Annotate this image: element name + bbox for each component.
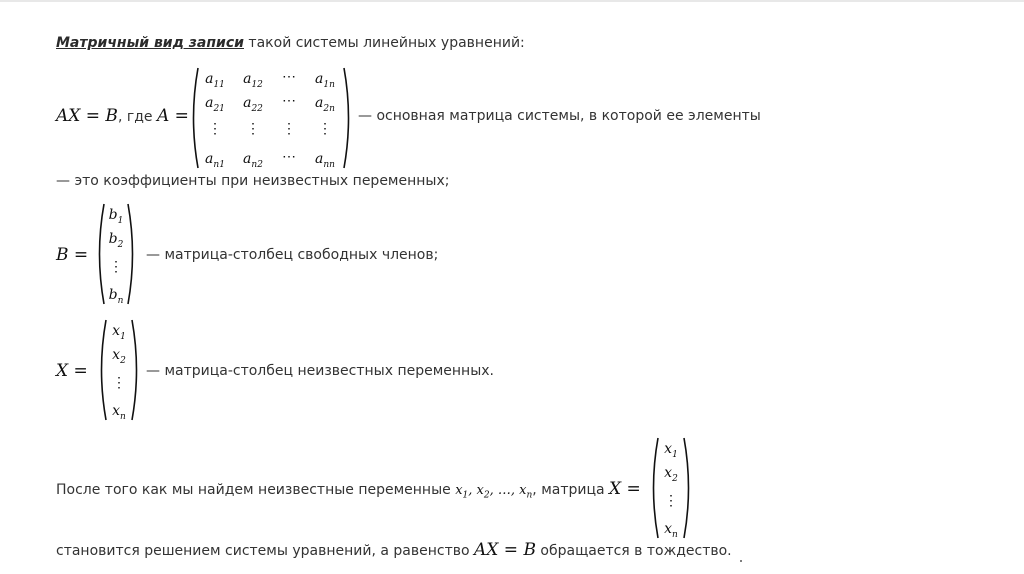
matrix-a-cell: $a_{n2}$ — [243, 151, 263, 170]
matrix-a-cell: $a_{1n}$ — [315, 71, 335, 90]
final-text-3: становится решением системы уравнений, а равенство — [56, 543, 475, 559]
matrix-a-cell: $a_{22}$ — [243, 95, 263, 114]
vector-b — [94, 202, 138, 306]
vector-x-final-entry: $x_1$ — [664, 441, 678, 460]
eq-a-symbol: A = — [156, 106, 189, 126]
final-x-symbol: X = — [609, 479, 641, 499]
matrix-a-cell: $a_{n1}$ — [205, 151, 225, 170]
matrix-a-cell: $a_{21}$ — [205, 95, 225, 114]
vector-b-entry: ⋮ — [109, 259, 123, 275]
vector-x — [96, 318, 142, 422]
matrix-a-cell: $a_{11}$ — [205, 71, 225, 90]
eq-x-desc: — матрица-столбец неизвестных переменных. — [146, 363, 494, 379]
final-eq: AX = B — [474, 540, 536, 560]
matrix-a-cell: $a_{2n}$ — [315, 95, 335, 114]
matrix-a-right-paren — [342, 66, 354, 170]
vector-x-final-entry: $x_n$ — [664, 521, 678, 540]
intro-heading: Матричный вид записи — [56, 35, 244, 51]
eq-a-lhs: AX = B — [56, 106, 118, 126]
vector-x-entry: $x_n$ — [112, 403, 126, 422]
vector-x-entry: $x_1$ — [112, 323, 126, 342]
vector-x-right-paren — [130, 318, 142, 422]
matrix-a-cell: ⋮ — [318, 121, 332, 137]
eq-b-desc: — матрица-столбец свободных членов; — [146, 247, 439, 263]
matrix-a-cell: ⋮ — [246, 121, 260, 137]
vector-x-final-entry: ⋮ — [664, 493, 678, 509]
vector-b-entry: $b_n$ — [108, 287, 124, 306]
eq-x-lhs — [56, 360, 88, 383]
eq-b-lhs — [56, 244, 88, 267]
matrix-a — [188, 66, 356, 170]
final-text-1: После того как мы найдем неизвестные переменные — [56, 482, 456, 498]
eq-x-symbol: X = — [56, 361, 88, 381]
matrix-a-cell: ⋯ — [282, 149, 296, 165]
vector-x-final-entry: $x_2$ — [664, 465, 678, 484]
matrix-a-cell: $a_{nn}$ — [315, 151, 335, 170]
vector-x-entry: $x_2$ — [112, 347, 126, 366]
final-line-1 — [56, 479, 641, 506]
eq-a-where: , где — [117, 109, 157, 125]
eq-a-desc: — основная матрица системы, в которой ее элементы — [358, 108, 761, 124]
eq-b-symbol: B = — [56, 245, 89, 265]
top-border — [0, 0, 1024, 2]
vector-x-final — [648, 436, 694, 540]
matrix-a-cell: $a_{12}$ — [243, 71, 263, 90]
intro-text: такой системы линейных уравнений: — [243, 35, 525, 51]
vector-b-entry: $b_2$ — [108, 231, 124, 250]
final-line-2 — [56, 540, 732, 561]
matrix-a-cell: ⋮ — [282, 121, 296, 137]
final-text-2: , матрица — [532, 482, 610, 498]
eq-a-desc-cont: — это коэффициенты при неизвестных переменных; — [56, 173, 450, 189]
vector-b-entry: $b_1$ — [108, 207, 124, 226]
vector-x-final-right-paren — [682, 436, 694, 540]
final-text-4: обращается в тождество. — [535, 543, 732, 559]
matrix-a-left-paren — [188, 66, 200, 170]
stray-dot — [740, 560, 742, 562]
matrix-a-cell: ⋮ — [208, 121, 222, 137]
intro-line — [56, 34, 525, 52]
final-vars: $x_1$, $x_2$, …, $x_n$ — [455, 483, 533, 501]
vector-x-entry: ⋮ — [112, 375, 126, 391]
eq-a-lhs-line — [56, 105, 189, 128]
matrix-a-cell: ⋯ — [282, 93, 296, 109]
matrix-a-cell: ⋯ — [282, 69, 296, 85]
